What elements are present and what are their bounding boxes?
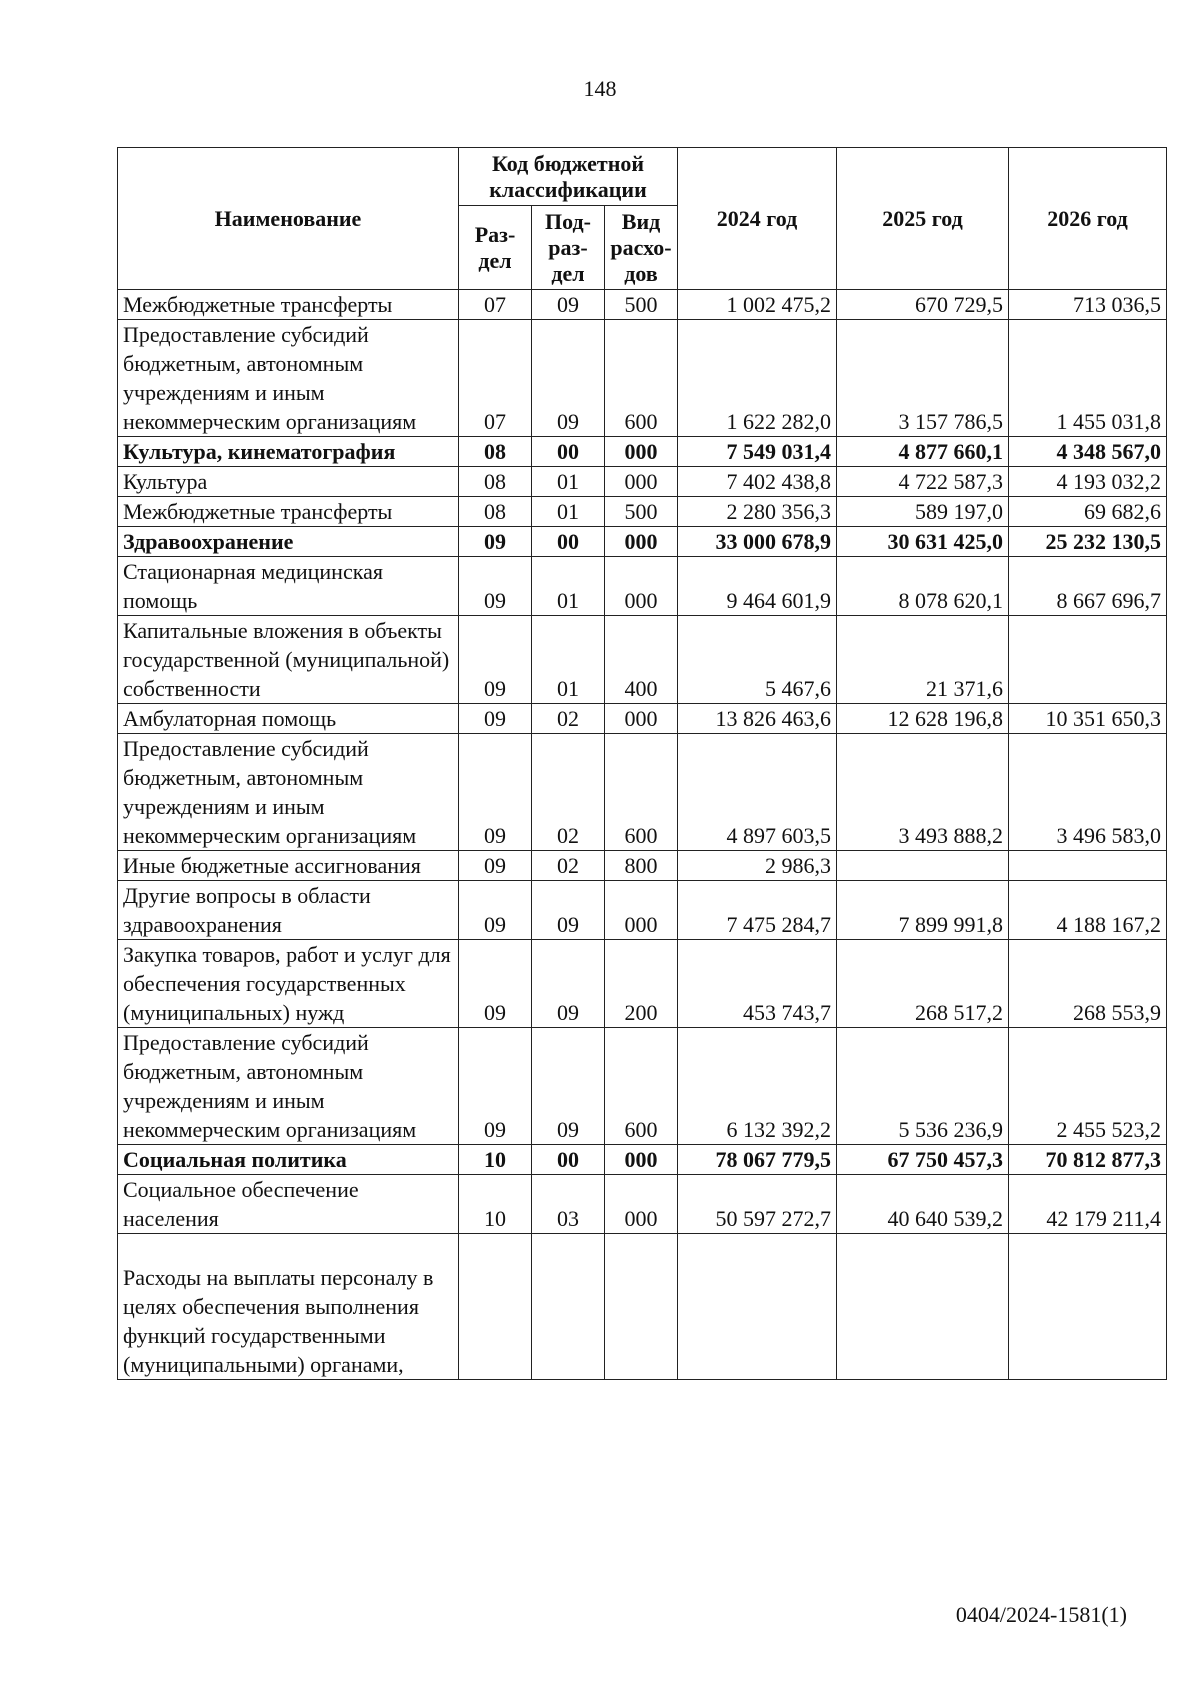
row-name: Закупка товаров, работ и услуг для обеспечения государственных (муниципальных) нужд bbox=[118, 940, 459, 1028]
row-podrazdel: 09 bbox=[532, 881, 605, 940]
row-podrazdel: 01 bbox=[532, 497, 605, 527]
row-vid: 000 bbox=[605, 527, 678, 557]
row-razdel: 10 bbox=[459, 1175, 532, 1234]
row-value-2026: 70 812 877,3 bbox=[1009, 1145, 1167, 1175]
table-row bbox=[118, 1028, 1167, 1145]
row-value-2025: 8 078 620,1 bbox=[837, 557, 1009, 616]
row-value-2026: 10 351 650,3 bbox=[1009, 704, 1167, 734]
row-value-2025: 21 371,6 bbox=[837, 616, 1009, 704]
table-row bbox=[118, 527, 1167, 557]
row-name: Расходы на выплаты персоналу в целях обеспечения выполнения функций государственными (муниципальными) органами, bbox=[118, 1234, 459, 1380]
row-value-2024: 78 067 779,5 bbox=[678, 1145, 837, 1175]
row-value-2025: 4 722 587,3 bbox=[837, 467, 1009, 497]
row-value-2026: 1 455 031,8 bbox=[1009, 320, 1167, 437]
row-value-2025: 3 493 888,2 bbox=[837, 734, 1009, 851]
row-vid: 500 bbox=[605, 497, 678, 527]
row-name: Межбюджетные трансферты bbox=[118, 497, 459, 527]
row-razdel: 08 bbox=[459, 497, 532, 527]
row-vid: 400 bbox=[605, 616, 678, 704]
row-value-2025: 7 899 991,8 bbox=[837, 881, 1009, 940]
header-2025: 2025 год bbox=[837, 148, 1009, 290]
row-value-2026 bbox=[1009, 851, 1167, 881]
budget-table bbox=[117, 147, 1167, 1380]
row-podrazdel: 03 bbox=[532, 1175, 605, 1234]
row-podrazdel: 09 bbox=[532, 940, 605, 1028]
header-name: Наименование bbox=[118, 148, 459, 290]
row-razdel: 07 bbox=[459, 290, 532, 320]
row-name: Предоставление субсидий бюджетным, автономным учреждениям и иным некоммерческим организациям bbox=[118, 1028, 459, 1145]
row-value-2024: 7 402 438,8 bbox=[678, 467, 837, 497]
row-name: Культура, кинематография bbox=[118, 437, 459, 467]
row-vid: 000 bbox=[605, 557, 678, 616]
page-number: 148 bbox=[583, 76, 617, 101]
row-podrazdel: 01 bbox=[532, 467, 605, 497]
table-row bbox=[118, 497, 1167, 527]
row-value-2026: 3 496 583,0 bbox=[1009, 734, 1167, 851]
document-id: 0404/2024-1581(1) bbox=[955, 1602, 1127, 1627]
table-row bbox=[118, 320, 1167, 437]
table-row bbox=[118, 940, 1167, 1028]
row-value-2024: 9 464 601,9 bbox=[678, 557, 837, 616]
row-vid: 200 bbox=[605, 940, 678, 1028]
row-podrazdel: 02 bbox=[532, 734, 605, 851]
row-value-2024: 2 986,3 bbox=[678, 851, 837, 881]
row-value-2024 bbox=[678, 1234, 837, 1380]
row-name: Предоставление субсидий бюджетным, автономным учреждениям и иным некоммерческим организациям bbox=[118, 734, 459, 851]
row-razdel: 10 bbox=[459, 1145, 532, 1175]
row-value-2025: 3 157 786,5 bbox=[837, 320, 1009, 437]
row-vid: 000 bbox=[605, 704, 678, 734]
row-podrazdel: 00 bbox=[532, 437, 605, 467]
row-value-2024: 1 622 282,0 bbox=[678, 320, 837, 437]
header-code-group: Код бюджетной классификации bbox=[459, 148, 678, 206]
row-value-2025 bbox=[837, 851, 1009, 881]
row-vid: 000 bbox=[605, 881, 678, 940]
row-value-2024: 13 826 463,6 bbox=[678, 704, 837, 734]
row-name: Предоставление субсидий бюджетным, автономным учреждениям и иным некоммерческим организациям bbox=[118, 320, 459, 437]
row-vid: 000 bbox=[605, 1145, 678, 1175]
table-row bbox=[118, 734, 1167, 851]
table-row bbox=[118, 616, 1167, 704]
row-value-2025: 4 877 660,1 bbox=[837, 437, 1009, 467]
row-value-2026 bbox=[1009, 616, 1167, 704]
row-value-2024: 33 000 678,9 bbox=[678, 527, 837, 557]
table-row bbox=[118, 557, 1167, 616]
row-podrazdel bbox=[532, 1234, 605, 1380]
row-name: Социальное обеспечение населения bbox=[118, 1175, 459, 1234]
row-value-2025 bbox=[837, 1234, 1009, 1380]
row-vid: 000 bbox=[605, 467, 678, 497]
row-value-2026 bbox=[1009, 1234, 1167, 1380]
row-value-2026: 4 193 032,2 bbox=[1009, 467, 1167, 497]
row-name: Межбюджетные трансферты bbox=[118, 290, 459, 320]
row-value-2025: 670 729,5 bbox=[837, 290, 1009, 320]
row-value-2024: 2 280 356,3 bbox=[678, 497, 837, 527]
table-header bbox=[118, 148, 1167, 290]
row-value-2025: 589 197,0 bbox=[837, 497, 1009, 527]
row-podrazdel: 09 bbox=[532, 1028, 605, 1145]
row-name: Здравоохранение bbox=[118, 527, 459, 557]
row-razdel: 09 bbox=[459, 881, 532, 940]
row-razdel: 09 bbox=[459, 734, 532, 851]
row-name: Культура bbox=[118, 467, 459, 497]
row-name: Социальная политика bbox=[118, 1145, 459, 1175]
row-value-2024: 50 597 272,7 bbox=[678, 1175, 837, 1234]
row-name: Другие вопросы в области здравоохранения bbox=[118, 881, 459, 940]
row-value-2024: 7 475 284,7 bbox=[678, 881, 837, 940]
row-razdel bbox=[459, 1234, 532, 1380]
row-value-2025: 30 631 425,0 bbox=[837, 527, 1009, 557]
row-razdel: 09 bbox=[459, 557, 532, 616]
row-value-2026: 4 188 167,2 bbox=[1009, 881, 1167, 940]
table-row bbox=[118, 881, 1167, 940]
row-value-2025: 12 628 196,8 bbox=[837, 704, 1009, 734]
row-value-2026: 42 179 211,4 bbox=[1009, 1175, 1167, 1234]
row-value-2026: 4 348 567,0 bbox=[1009, 437, 1167, 467]
row-value-2025: 40 640 539,2 bbox=[837, 1175, 1009, 1234]
row-value-2024: 453 743,7 bbox=[678, 940, 837, 1028]
row-value-2024: 7 549 031,4 bbox=[678, 437, 837, 467]
row-razdel: 08 bbox=[459, 437, 532, 467]
row-value-2025: 268 517,2 bbox=[837, 940, 1009, 1028]
row-value-2026: 8 667 696,7 bbox=[1009, 557, 1167, 616]
row-razdel: 09 bbox=[459, 1028, 532, 1145]
table-body bbox=[118, 290, 1167, 1380]
row-vid: 500 bbox=[605, 290, 678, 320]
row-value-2025: 5 536 236,9 bbox=[837, 1028, 1009, 1145]
row-podrazdel: 01 bbox=[532, 616, 605, 704]
header-2024: 2024 год bbox=[678, 148, 837, 290]
header-2026: 2026 год bbox=[1009, 148, 1167, 290]
row-razdel: 09 bbox=[459, 704, 532, 734]
row-podrazdel: 02 bbox=[532, 704, 605, 734]
row-name: Стационарная медицинская помощь bbox=[118, 557, 459, 616]
table-row bbox=[118, 290, 1167, 320]
row-razdel: 09 bbox=[459, 527, 532, 557]
row-value-2024: 6 132 392,2 bbox=[678, 1028, 837, 1145]
row-value-2024: 1 002 475,2 bbox=[678, 290, 837, 320]
table-row bbox=[118, 1234, 1167, 1380]
row-name: Амбулаторная помощь bbox=[118, 704, 459, 734]
table-row bbox=[118, 1175, 1167, 1234]
header-podrazdel: Под- раз- дел bbox=[532, 206, 605, 290]
row-vid: 000 bbox=[605, 1175, 678, 1234]
table-row bbox=[118, 704, 1167, 734]
table-row bbox=[118, 1145, 1167, 1175]
row-vid: 600 bbox=[605, 320, 678, 437]
row-podrazdel: 00 bbox=[532, 1145, 605, 1175]
row-razdel: 09 bbox=[459, 616, 532, 704]
row-podrazdel: 00 bbox=[532, 527, 605, 557]
row-value-2025: 67 750 457,3 bbox=[837, 1145, 1009, 1175]
table-row bbox=[118, 467, 1167, 497]
row-vid: 600 bbox=[605, 1028, 678, 1145]
row-value-2026: 69 682,6 bbox=[1009, 497, 1167, 527]
row-podrazdel: 01 bbox=[532, 557, 605, 616]
row-value-2024: 5 467,6 bbox=[678, 616, 837, 704]
row-razdel: 07 bbox=[459, 320, 532, 437]
row-value-2026: 2 455 523,2 bbox=[1009, 1028, 1167, 1145]
row-value-2024: 4 897 603,5 bbox=[678, 734, 837, 851]
row-podrazdel: 09 bbox=[532, 320, 605, 437]
row-podrazdel: 09 bbox=[532, 290, 605, 320]
row-value-2026: 25 232 130,5 bbox=[1009, 527, 1167, 557]
row-name: Капитальные вложения в объекты государственной (муниципальной) собственности bbox=[118, 616, 459, 704]
row-podrazdel: 02 bbox=[532, 851, 605, 881]
row-vid bbox=[605, 1234, 678, 1380]
row-vid: 800 bbox=[605, 851, 678, 881]
row-vid: 000 bbox=[605, 437, 678, 467]
row-razdel: 09 bbox=[459, 851, 532, 881]
header-vid: Вид расхо- дов bbox=[605, 206, 678, 290]
row-vid: 600 bbox=[605, 734, 678, 851]
row-razdel: 09 bbox=[459, 940, 532, 1028]
header-razdel: Раз- дел bbox=[459, 206, 532, 290]
row-name: Иные бюджетные ассигнования bbox=[118, 851, 459, 881]
row-razdel: 08 bbox=[459, 467, 532, 497]
row-value-2026: 713 036,5 bbox=[1009, 290, 1167, 320]
table-row bbox=[118, 851, 1167, 881]
table-row bbox=[118, 437, 1167, 467]
row-value-2026: 268 553,9 bbox=[1009, 940, 1167, 1028]
